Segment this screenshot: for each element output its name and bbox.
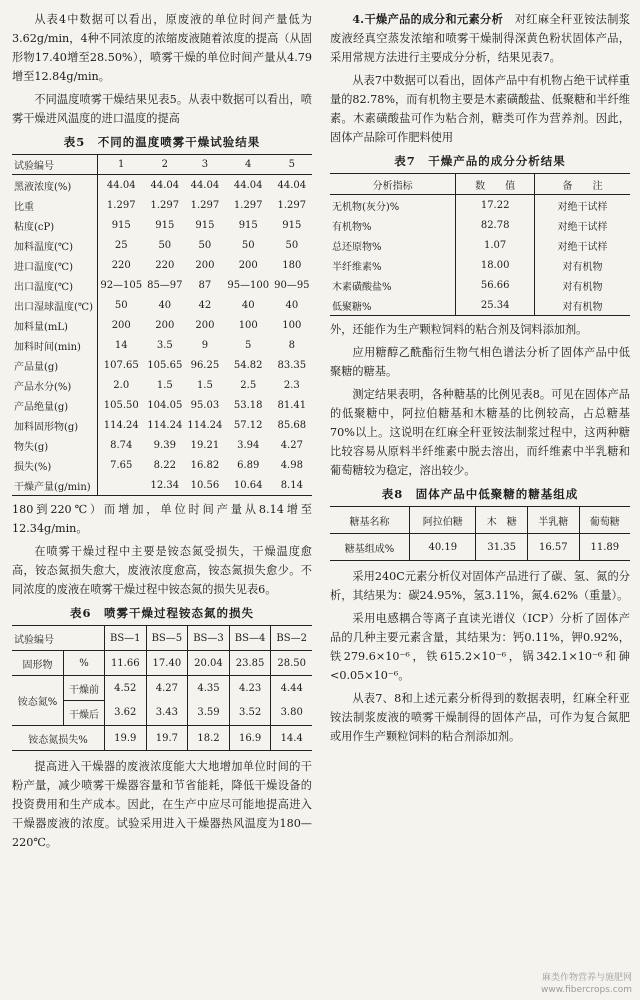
row-label: 低聚糖% bbox=[332, 301, 372, 313]
cell: 114.24 bbox=[147, 419, 183, 431]
cell: 100 bbox=[238, 319, 258, 331]
cell: 16.9 bbox=[229, 726, 271, 751]
cell: 200 bbox=[97, 315, 144, 335]
cell: 19.21 bbox=[190, 439, 220, 451]
cell: 16.57 bbox=[528, 534, 580, 561]
left-column bbox=[12, 10, 312, 856]
row-label: 总还原物% bbox=[332, 241, 382, 253]
table6-col: BS—2 bbox=[271, 626, 312, 651]
table6-col: BS—4 bbox=[229, 626, 271, 651]
cell: 17.40 bbox=[146, 651, 188, 676]
table8-header: 阿拉伯糖 bbox=[410, 507, 476, 534]
cell: 4.35 bbox=[188, 676, 230, 701]
cell: 4.52 bbox=[104, 676, 146, 701]
table-row bbox=[330, 534, 630, 561]
cell: 18.2 bbox=[188, 726, 230, 751]
table5-col: 4 bbox=[225, 155, 272, 175]
table8-header: 木 糖 bbox=[476, 507, 528, 534]
cell: 7.65 bbox=[97, 455, 144, 475]
cell: 42 bbox=[198, 299, 212, 311]
table-row bbox=[12, 375, 312, 395]
table-row bbox=[12, 335, 312, 355]
table8-header-row bbox=[330, 507, 630, 534]
table-row bbox=[330, 255, 630, 275]
cell: 3.80 bbox=[271, 701, 312, 726]
cell: 50 bbox=[198, 239, 212, 251]
cell: 1.297 bbox=[150, 199, 180, 211]
cell: 915 bbox=[282, 219, 302, 231]
cell: 3.62 bbox=[104, 701, 146, 726]
cell: 114.24 bbox=[97, 415, 144, 435]
cell: 8.22 bbox=[153, 459, 176, 471]
cell: 8 bbox=[288, 339, 295, 351]
cell: 54.82 bbox=[233, 359, 263, 371]
paragraph: 测定结果表明，各种糖基的比例见表8。可见在固体产品的低聚糖中，阿拉伯糖基和木糖基的比例较高，占总糖基70%以上。这说明在红麻全秆亚铵法制浆过程中，这两种糖比较容易从原料半纤维素中脱去溶出，而纤维素中半乳糖和葡萄糖较为稳定，溶出较少。 bbox=[330, 388, 630, 477]
row-label: 物失(g) bbox=[14, 441, 49, 453]
cell: 81.41 bbox=[277, 399, 307, 411]
cell: 87 bbox=[198, 279, 212, 291]
cell: 25.34 bbox=[456, 295, 535, 316]
table-row bbox=[330, 215, 630, 235]
cell: 220 bbox=[97, 255, 144, 275]
cell: 对绝干试样 bbox=[535, 195, 630, 216]
cell: 10.64 bbox=[233, 479, 263, 491]
cell: 50 bbox=[158, 239, 172, 251]
table-row bbox=[12, 475, 312, 496]
row-label: 干燥产量(g/min) bbox=[14, 481, 91, 493]
cell: 1.297 bbox=[277, 199, 307, 211]
cell: 3.43 bbox=[146, 701, 188, 726]
cell: 95—100 bbox=[227, 279, 270, 291]
table6-col: BS—3 bbox=[188, 626, 230, 651]
cell: 915 bbox=[238, 219, 258, 231]
table-row bbox=[12, 415, 312, 435]
table-row bbox=[12, 235, 312, 255]
cell: 4.27 bbox=[280, 439, 303, 451]
row-label: 无机物(灰分)% bbox=[332, 201, 400, 213]
cell: 1.5 bbox=[156, 379, 173, 391]
cell: 200 bbox=[195, 319, 215, 331]
paragraph: 外，还能作为生产颗粒饲料的粘合剂及饲料添加剂。 bbox=[330, 323, 588, 336]
cell: 4.27 bbox=[146, 676, 188, 701]
cell: 11.89 bbox=[579, 534, 630, 561]
cell: 4.98 bbox=[280, 459, 303, 471]
watermark-url: www.fibercrops.com bbox=[541, 985, 632, 995]
table5-body bbox=[12, 175, 312, 496]
paragraph: 采用240C元素分析仪对固体产品进行了碳、氢、氮的分析，其结果为：碳24.95%，氢3.11%，氮4.62%（重量）。 bbox=[330, 570, 630, 602]
row-label: 产品量(g) bbox=[14, 361, 59, 373]
cell: 50 bbox=[241, 239, 255, 251]
cell: 1.297 bbox=[190, 199, 220, 211]
cell: 44.04 bbox=[97, 175, 144, 196]
cell: 31.35 bbox=[476, 534, 528, 561]
table7-caption: 表7 干燥产品的成分分析结果 bbox=[394, 154, 566, 168]
cell: 44.04 bbox=[277, 179, 307, 191]
cell: 8.14 bbox=[280, 479, 303, 491]
row-label: 出口温度(℃) bbox=[14, 281, 73, 293]
watermark bbox=[541, 972, 632, 996]
table5-col: 5 bbox=[272, 155, 312, 175]
row-label: 有机物% bbox=[332, 221, 372, 233]
table7-header: 数 值 bbox=[456, 174, 535, 195]
section-text: 对红麻全秆亚铵法制浆废液经真空蒸发浓缩和喷雾干燥制得深黄色粉状固体产品，采用常规方法进行主要成分分析，结果见表7。 bbox=[330, 13, 630, 64]
cell: 6.89 bbox=[237, 459, 260, 471]
paragraph: 180到220℃）而增加，单位时间产量从8.14增至12.34g/min。 bbox=[12, 503, 312, 535]
cell: 96.25 bbox=[190, 359, 220, 371]
cell: 200 bbox=[238, 259, 258, 271]
cell: 对绝干试样 bbox=[535, 215, 630, 235]
paragraph: 不同温度喷雾干燥结果见表5。从表中数据可以看出，喷雾干燥进风温度的进口温度的提高 bbox=[12, 93, 312, 125]
table6-caption: 表6 喷雾干燥过程铵态氮的损失 bbox=[70, 606, 254, 620]
cell: 对有机物 bbox=[535, 295, 630, 316]
cell: 1.297 bbox=[97, 195, 144, 215]
paragraph: 提高进入干燥器的废液浓度能大大地增加单位时间的干粉产量，减少喷雾干燥器容量和节省能耗，降低干燥设备的投资费用和生产成本。因此，在生产中应尽可能地提高进入干燥器废液的浓度。试验采用进入干燥器热风温度为180—220℃。 bbox=[12, 760, 312, 849]
table-row bbox=[12, 255, 312, 275]
paragraph: 采用电感耦合等离子直读光谱仪（ICP）分析了固体产品的几种主要元素含量，其结果为：钙0.11%，钾0.92%，铁279.6×10⁻⁶，铁615.2×10⁻⁶，锅342.1×10⁻⁶和砷<0.05×10⁻⁶。 bbox=[330, 612, 630, 682]
cell: 18.00 bbox=[456, 255, 535, 275]
cell: 19.7 bbox=[146, 726, 188, 751]
paragraph: 在喷雾干燥过程中主要是铵态氮受损失，干燥温度愈高，铵态氮损失愈大，废液浓度愈高，铵态氮损失愈少。不同浓度的废液在喷雾干燥过程中铵态氮的损失见表6。 bbox=[12, 545, 312, 596]
table-row bbox=[12, 315, 312, 335]
cell: 3.59 bbox=[188, 701, 230, 726]
cell: 对有机物 bbox=[535, 255, 630, 275]
cell: 104.05 bbox=[147, 399, 183, 411]
table8-header: 葡萄糖 bbox=[579, 507, 630, 534]
cell: 23.85 bbox=[229, 651, 271, 676]
cell: 2.3 bbox=[283, 379, 300, 391]
paragraph: 应用糖醇乙酰酯衍生物气相色谱法分析了固体产品中低聚糖的糖基。 bbox=[330, 346, 630, 378]
table-row bbox=[12, 455, 312, 475]
table-row bbox=[12, 195, 312, 215]
cell: 44.04 bbox=[190, 179, 220, 191]
cell: 95.03 bbox=[190, 399, 220, 411]
cell: 44.04 bbox=[233, 179, 263, 191]
row-sublabel: 干燥前 bbox=[64, 676, 105, 701]
row-label: 加料时间(min) bbox=[14, 341, 81, 353]
row-label: 产品水分(%) bbox=[14, 381, 72, 393]
cell: 57.12 bbox=[233, 419, 263, 431]
table6-col: BS—1 bbox=[104, 626, 146, 651]
cell: 17.22 bbox=[456, 195, 535, 216]
cell: 200 bbox=[155, 319, 175, 331]
cell: 1.07 bbox=[456, 235, 535, 255]
cell: 3.94 bbox=[237, 439, 260, 451]
row-label: 加料量(mL) bbox=[14, 321, 68, 333]
table5 bbox=[12, 154, 312, 496]
table5-col: 3 bbox=[185, 155, 225, 175]
row-label: 产品绝量(g) bbox=[14, 401, 69, 413]
cell: 28.50 bbox=[271, 651, 312, 676]
cell: 85.68 bbox=[277, 419, 307, 431]
row-label: 加料温度(℃) bbox=[14, 241, 73, 253]
cell: 92—105 bbox=[97, 275, 144, 295]
row-label: 损失(%) bbox=[14, 461, 52, 473]
cell: 56.66 bbox=[456, 275, 535, 295]
table7-header: 分析指标 bbox=[330, 174, 456, 195]
cell: 对有机物 bbox=[535, 275, 630, 295]
cell: 85—97 bbox=[147, 279, 183, 291]
cell: 107.65 bbox=[97, 355, 144, 375]
cell: 915 bbox=[155, 219, 175, 231]
cell: 915 bbox=[195, 219, 215, 231]
row-label: 木素磺酸盐% bbox=[332, 281, 392, 293]
table6-col-header: 试验编号 bbox=[12, 626, 104, 651]
cell: 180 bbox=[282, 259, 302, 271]
section-heading: 4.干燥产品的成分和元素分析 bbox=[352, 12, 504, 26]
table-row bbox=[330, 235, 630, 255]
cell: 14.4 bbox=[271, 726, 312, 751]
cell: 105.65 bbox=[147, 359, 183, 371]
cell: 1.297 bbox=[233, 199, 263, 211]
row-label: 出口湿球温度(℃) bbox=[14, 301, 93, 313]
cell: 12.34 bbox=[150, 479, 180, 491]
cell: 40 bbox=[158, 299, 172, 311]
cell: 16.82 bbox=[190, 459, 220, 471]
right-column bbox=[330, 10, 630, 750]
section-4-paragraph bbox=[330, 10, 630, 67]
table5-col: 1 bbox=[97, 155, 144, 175]
table-row bbox=[330, 295, 630, 316]
table5-col-header: 试验编号 bbox=[12, 155, 97, 175]
cell: 915 bbox=[97, 215, 144, 235]
table6 bbox=[12, 625, 312, 751]
cell bbox=[97, 475, 144, 496]
paragraph: 从表4中数据可以看出，原废液的单位时间产量低为3.62g/min，4种不同浓度的浓缩废液随着浓度的提高（从固形物17.40增至28.50%），喷雾干燥的单位时间产量从4.79增至12.84g/min。 bbox=[12, 13, 312, 83]
cell: 82.78 bbox=[456, 215, 535, 235]
cell: 220 bbox=[155, 259, 175, 271]
table5-col: 2 bbox=[145, 155, 185, 175]
table8-caption: 表8 固体产品中低聚糖的糖基组成 bbox=[381, 487, 579, 501]
unit-label: % bbox=[64, 651, 105, 676]
table-row bbox=[12, 395, 312, 415]
cell: 11.66 bbox=[104, 651, 146, 676]
row-label: 铵态氮% bbox=[17, 697, 58, 708]
row-label: 固形物 bbox=[22, 659, 53, 671]
table-row bbox=[330, 195, 630, 216]
cell: 100 bbox=[282, 319, 302, 331]
table5-caption: 表5 不同的温度喷雾干燥试验结果 bbox=[63, 135, 261, 149]
table7-body bbox=[330, 195, 630, 316]
row-label: 铵态氮损失% bbox=[28, 734, 88, 746]
row-label: 黑液浓度(%) bbox=[14, 181, 72, 193]
row-label: 半纤维素% bbox=[332, 261, 382, 273]
cell: 50 bbox=[285, 239, 299, 251]
table-row bbox=[12, 355, 312, 375]
cell: 25 bbox=[97, 235, 144, 255]
table6-header-row bbox=[12, 626, 312, 651]
table7 bbox=[330, 173, 630, 316]
table7-header: 备 注 bbox=[535, 174, 630, 195]
cell: 对绝干试样 bbox=[535, 235, 630, 255]
cell: 40 bbox=[285, 299, 299, 311]
cell: 2.5 bbox=[240, 379, 257, 391]
cell: 44.04 bbox=[150, 179, 180, 191]
cell: 83.35 bbox=[277, 359, 307, 371]
table-row bbox=[330, 275, 630, 295]
cell: 10.56 bbox=[190, 479, 220, 491]
paragraph: 从表7、8和上述元素分析得到的数据表明，红麻全秆亚铵法制浆废液的喷雾干燥制得的固体产品，可作为复合氮肥或用作生产颗粒饲料的粘合剂添加剂。 bbox=[330, 692, 630, 743]
table8 bbox=[330, 506, 630, 561]
cell: 9 bbox=[201, 339, 209, 351]
row-label: 比重 bbox=[14, 201, 34, 213]
table-row bbox=[12, 175, 312, 196]
cell: 53.18 bbox=[233, 399, 263, 411]
cell: 4.44 bbox=[271, 676, 312, 701]
table-row bbox=[12, 435, 312, 455]
cell: 90—95 bbox=[274, 279, 310, 291]
cell: 8.74 bbox=[97, 435, 144, 455]
paragraph: 从表7中数据可以看出，固体产品中有机物占绝干试样重量的82.78%，而有机物主要是木素磺酸盐、低聚糖和半纤维素。木素磺酸盐可作为粘合剂，糖类可作为营养剂。因此，固体产品除可作肥料使用 bbox=[330, 74, 630, 144]
row-sublabel: 干燥后 bbox=[64, 701, 105, 726]
table6-col: BS—5 bbox=[146, 626, 188, 651]
table-row bbox=[12, 726, 312, 751]
table-row bbox=[12, 676, 312, 701]
row-label: 糖基组成% bbox=[344, 543, 395, 555]
cell: 200 bbox=[195, 259, 215, 271]
cell: 20.04 bbox=[188, 651, 230, 676]
cell: 40.19 bbox=[410, 534, 476, 561]
cell: 3.52 bbox=[229, 701, 271, 726]
cell: 40 bbox=[241, 299, 255, 311]
cell: 114.24 bbox=[187, 419, 223, 431]
row-label: 进口温度(℃) bbox=[14, 261, 73, 273]
row-label: 加料固形物(g) bbox=[14, 421, 79, 433]
cell: 4.23 bbox=[229, 676, 271, 701]
cell: 19.9 bbox=[104, 726, 146, 751]
cell: 5 bbox=[245, 339, 252, 351]
cell: 2.0 bbox=[97, 375, 144, 395]
cell: 50 bbox=[97, 295, 144, 315]
table-row bbox=[12, 651, 312, 676]
cell: 9.39 bbox=[153, 439, 176, 451]
cell: 3.5 bbox=[156, 339, 173, 351]
row-label: 粘度(cP) bbox=[14, 221, 55, 233]
table-row bbox=[12, 215, 312, 235]
table8-header: 半乳糖 bbox=[528, 507, 580, 534]
table-row bbox=[12, 295, 312, 315]
table5-header-row bbox=[12, 155, 312, 175]
cell: 14 bbox=[97, 335, 144, 355]
table-row bbox=[12, 275, 312, 295]
table7-header-row bbox=[330, 174, 630, 195]
watermark-line: 麻类作物营养与施肥网 bbox=[541, 973, 632, 983]
table8-header: 糖基名称 bbox=[330, 507, 410, 534]
cell: 1.5 bbox=[196, 379, 213, 391]
cell: 105.50 bbox=[97, 395, 144, 415]
